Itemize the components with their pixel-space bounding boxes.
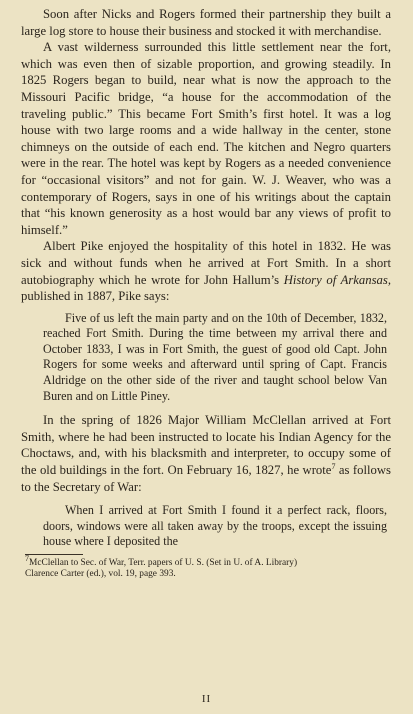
mcclellan-text-before: In the spring of 1826 Major William McClellan arrived at Fort Smith, where he had been instructed to locate his Indian Agency for the Choctaws, and, with his blacksmith and interpreter, to occupy some of the old buildings in the fort. On February 16, 1827, he wrote (21, 413, 391, 478)
footnote-line-1: McClellan to Sec. of War, Terr. papers of U. S. (Set in U. of A. Library) (29, 558, 298, 568)
footnote-mark: 7 (25, 553, 29, 563)
footnote-rule (25, 554, 83, 555)
block-quote-pike: Five of us left the main party and on the 10th of December, 1832, reached Fort Smith. During the time between my arrival there and October 1833, I was in Fort Smith, the guest of good old Capt. John Rogers for some weeks and afterward until spring of Capt. Francis Aldridge on the other side of the river and taught school below Van Buren and on Little Piney. (43, 310, 387, 403)
pike-text-after: published in 1887, Pike says: (21, 289, 170, 304)
paragraph-partnership: Soon after Nicks and Rogers formed their partnership they built a large log store to house their business and stocked it with merchandise. (21, 7, 391, 38)
paragraph-albert-pike (21, 238, 391, 304)
pike-text-before: Albert Pike enjoyed the hospitality of this hotel in 1832. He was sick and without funds when he arrived at Fort Smith. In a short autobiography which he wrote for John Hallum’s (21, 239, 391, 287)
block-quote-mcclellan: When I arrived at Fort Smith I found it a perfect rack, floors, doors, windows were all taken away by the troops, except the issuing house where I deposited the (43, 503, 387, 549)
footnote-line-2: Clarence Carter (ed.), vol. 19, page 393. (25, 569, 176, 580)
footnote-reference: 7 (331, 461, 336, 471)
footnote (21, 553, 391, 581)
book-title: History of Arkansas, (283, 272, 391, 287)
page-number: II (201, 693, 212, 705)
paragraph-mcclellan (21, 412, 391, 495)
paragraph-hotel: A vast wilderness surrounded this little settlement near the fort, which was even then of sizable proportion, and growing steadily. In 1825 Rogers began to build, near what is now the approach to the Missouri Pacific bridge, “a house for the accommodation of the traveling public.” This became Fort Smith’s first hotel. It was a log house with two large rooms and a wide hallway in the center, stone chimneys on the outside of each end. The kitchen and Negro quarters were in the rear. The hotel was kept by Rogers as a needed convenience for “occasional visitors” and not for gain. W. J. Weaver, who was a contemporary of Rogers, says in one of his writings about the captain that “his known generosity as a host would bar any views of profit to himself.” (21, 40, 391, 237)
mcclellan-text-after: as follows to the Secretary of War: (21, 463, 391, 494)
